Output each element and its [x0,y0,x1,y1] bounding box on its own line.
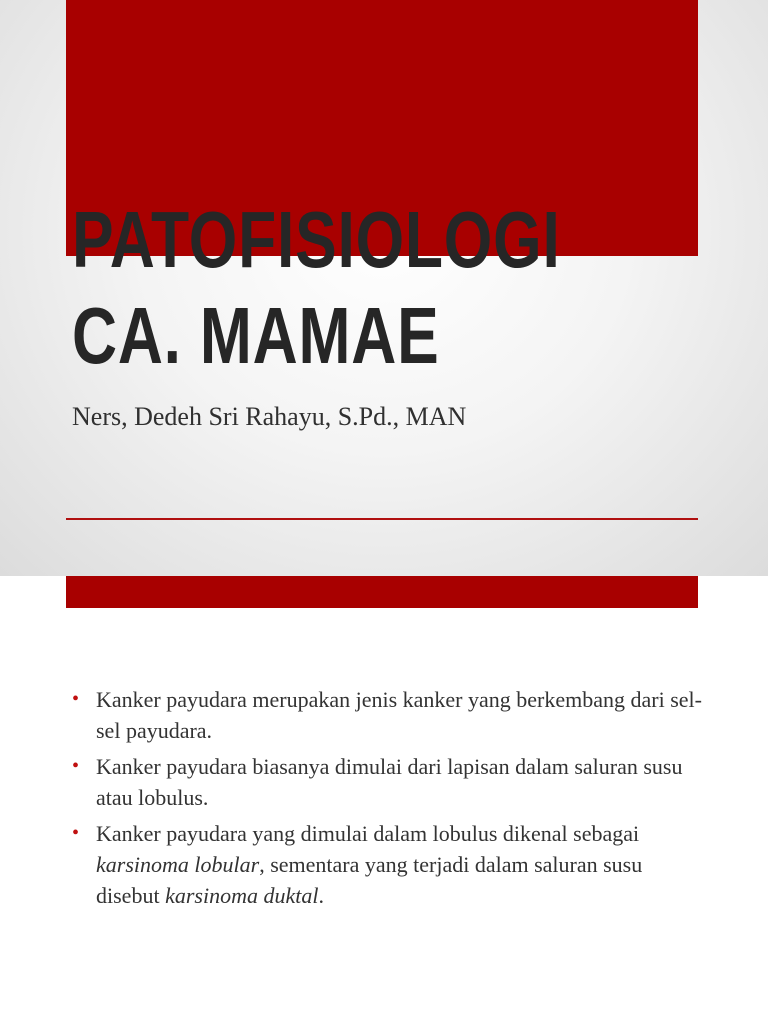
content-slide [0,576,768,1024]
term-karsinoma-lobular: karsinoma lobular [96,852,260,877]
title-line-1: PATOFISIOLOGI [72,195,561,284]
bullet-dot-icon: • [72,755,80,777]
bullet-text-post: . [318,883,324,908]
title-line-2: CA. MAMAE [72,291,440,380]
bullet-list [72,684,702,916]
bullet-item-1 [72,684,702,746]
title-divider [66,518,698,520]
bullet-item-3 [72,818,702,911]
accent-block-bottom [66,576,698,608]
slide-title [72,192,602,384]
bullet-dot-icon: • [72,688,80,710]
bullet-item-2 [72,751,702,813]
slide-subtitle: Ners, Dedeh Sri Rahayu, S.Pd., MAN [72,402,467,431]
bullet-text: Kanker payudara biasanya dimulai dari lapisan dalam saluran susu atau lobulus. [96,754,683,810]
bullet-text: Kanker payudara merupakan jenis kanker yang berkembang dari sel-sel payudara. [96,687,702,743]
bullet-text-pre: Kanker payudara yang dimulai dalam lobulus dikenal sebagai [96,821,640,846]
bullet-text-mid: , sementara yang terjadi dalam saluran susu disebut [96,852,643,908]
bullet-dot-icon: • [72,822,80,844]
term-karsinoma-duktal: karsinoma duktal [165,883,319,908]
